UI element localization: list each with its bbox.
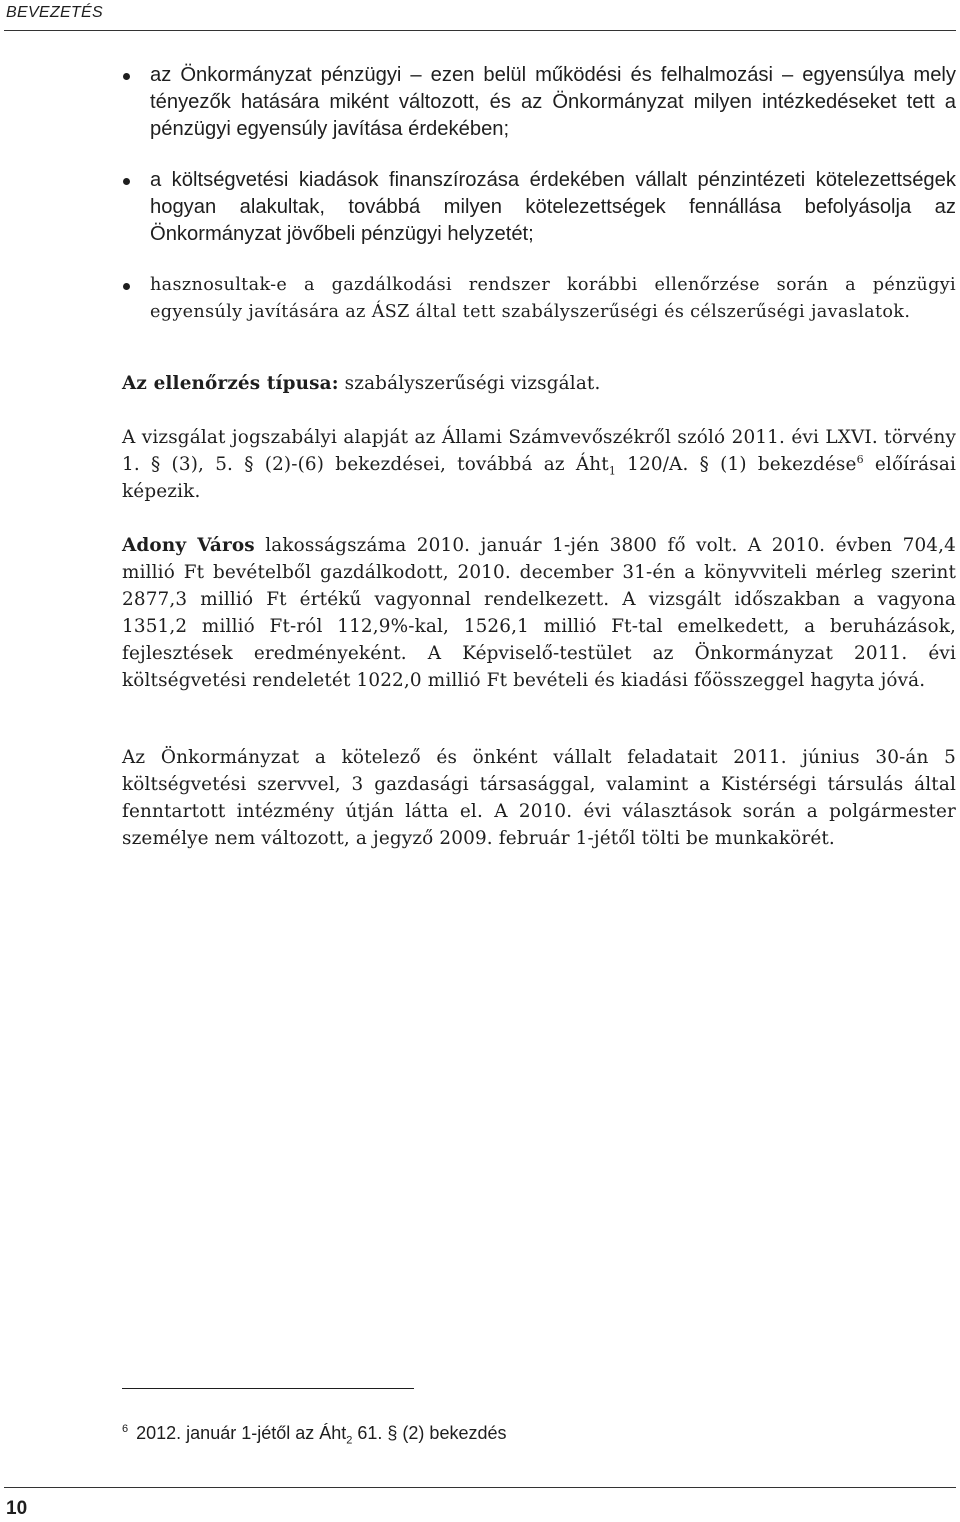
footnote-text: 2012. január 1-jétől az Áht	[136, 1423, 347, 1443]
footnote-mark: 6	[122, 1423, 129, 1435]
page-number: 10	[6, 1498, 28, 1519]
running-header: BEVEZETÉS	[6, 4, 103, 21]
list-item-text: az Önkormányzat pénzügyi – ezen belül működési és felhalmozási – egyensúlya mely tényezők hatására miként változott, és az Önkormányzat milyen intézkedéseket tett a pénzügyi egyensúly javítása érdekében;	[150, 64, 956, 140]
town-paragraph	[122, 532, 956, 694]
audit-type-label: Az ellenőrzés típusa:	[122, 373, 339, 394]
footer-divider	[4, 1487, 956, 1488]
footnote-reference[interactable]: 6	[856, 452, 864, 466]
list-item-text: hasznosultak-e a gazdálkodási rendszer korábbi ellenőrzése során a pénzügyi egyensúly javítására az ÁSZ által tett szabályszerűségi és célszerűségi javaslatok.	[150, 275, 956, 322]
footnote-text: 61. § (2) bekezdés	[352, 1423, 507, 1443]
list-item	[122, 272, 956, 326]
legal-basis-paragraph	[122, 424, 956, 505]
list-item	[122, 167, 956, 248]
legal-basis-text: 120/A. § (1) bekezdése	[615, 454, 857, 475]
legal-basis-text: előírásai képezik.	[122, 454, 957, 502]
legal-basis-text: A vizsgálat jogszabályi alapját az Állami Számvevőszékről szóló 2011. évi LXVI. törvény 1. § (3), 5. § (2)-(6) bekezdései, továbbá az Áht	[122, 427, 956, 475]
tasks-paragraph: Az Önkormányzat a kötelező és önként vállalt feladatait 2011. június 30-án 5 költségvetési szervvel, 3 gazdasági társasággal, valamint a Kistérségi társulás által fenntartott intézmény útján látta el. A 2010. évi választások során a polgármester személye nem változott, a jegyző 2009. február 1-jétől tölti be munkakörét.	[122, 747, 956, 849]
list-item-text: a költségvetési kiadások finanszírozása érdekében vállalt pénzintézeti kötelezettségek hogyan alakultak, továbbá milyen kötelezettségek fennállása befolyásolja az Önkormányzat jövőbeli pénzügyi helyzetét;	[150, 169, 956, 245]
objectives-list	[122, 62, 956, 350]
footnote-divider	[122, 1388, 414, 1389]
town-name: Adony Város	[122, 535, 255, 556]
audit-type-value: szabályszerűségi vizsgálat.	[338, 373, 601, 394]
legal-basis-subscript: 1	[608, 464, 616, 478]
bullet-icon	[123, 283, 130, 290]
bullet-icon	[123, 178, 130, 185]
footnote-subscript: 2	[346, 1434, 353, 1447]
bullet-icon	[123, 73, 130, 80]
header-divider	[4, 30, 956, 31]
list-item	[122, 62, 956, 143]
footnote	[122, 1416, 506, 1446]
audit-type-paragraph	[122, 370, 956, 397]
town-description: lakosságszáma 2010. január 1-jén 3800 fő volt. A 2010. évben 704,4 millió Ft bevételből gazdálkodott, 2010. december 31-én a könyvviteli mérleg szerint 2877,3 millió Ft értékű vagyonnal rendelkezett. A vizsgált időszakban a vagyona 1351,2 millió Ft-ról 112,9%-kal, 1526,1 millió Ft-tal emelkedett, a beruházások, fejlesztések eredményeként. A Képviselő-testület az Önkormányzat 2011. évi költségvetési rendeletét 1022,0 millió Ft bevételi és kiadási főösszeggel hagyta jóvá.	[122, 535, 956, 691]
